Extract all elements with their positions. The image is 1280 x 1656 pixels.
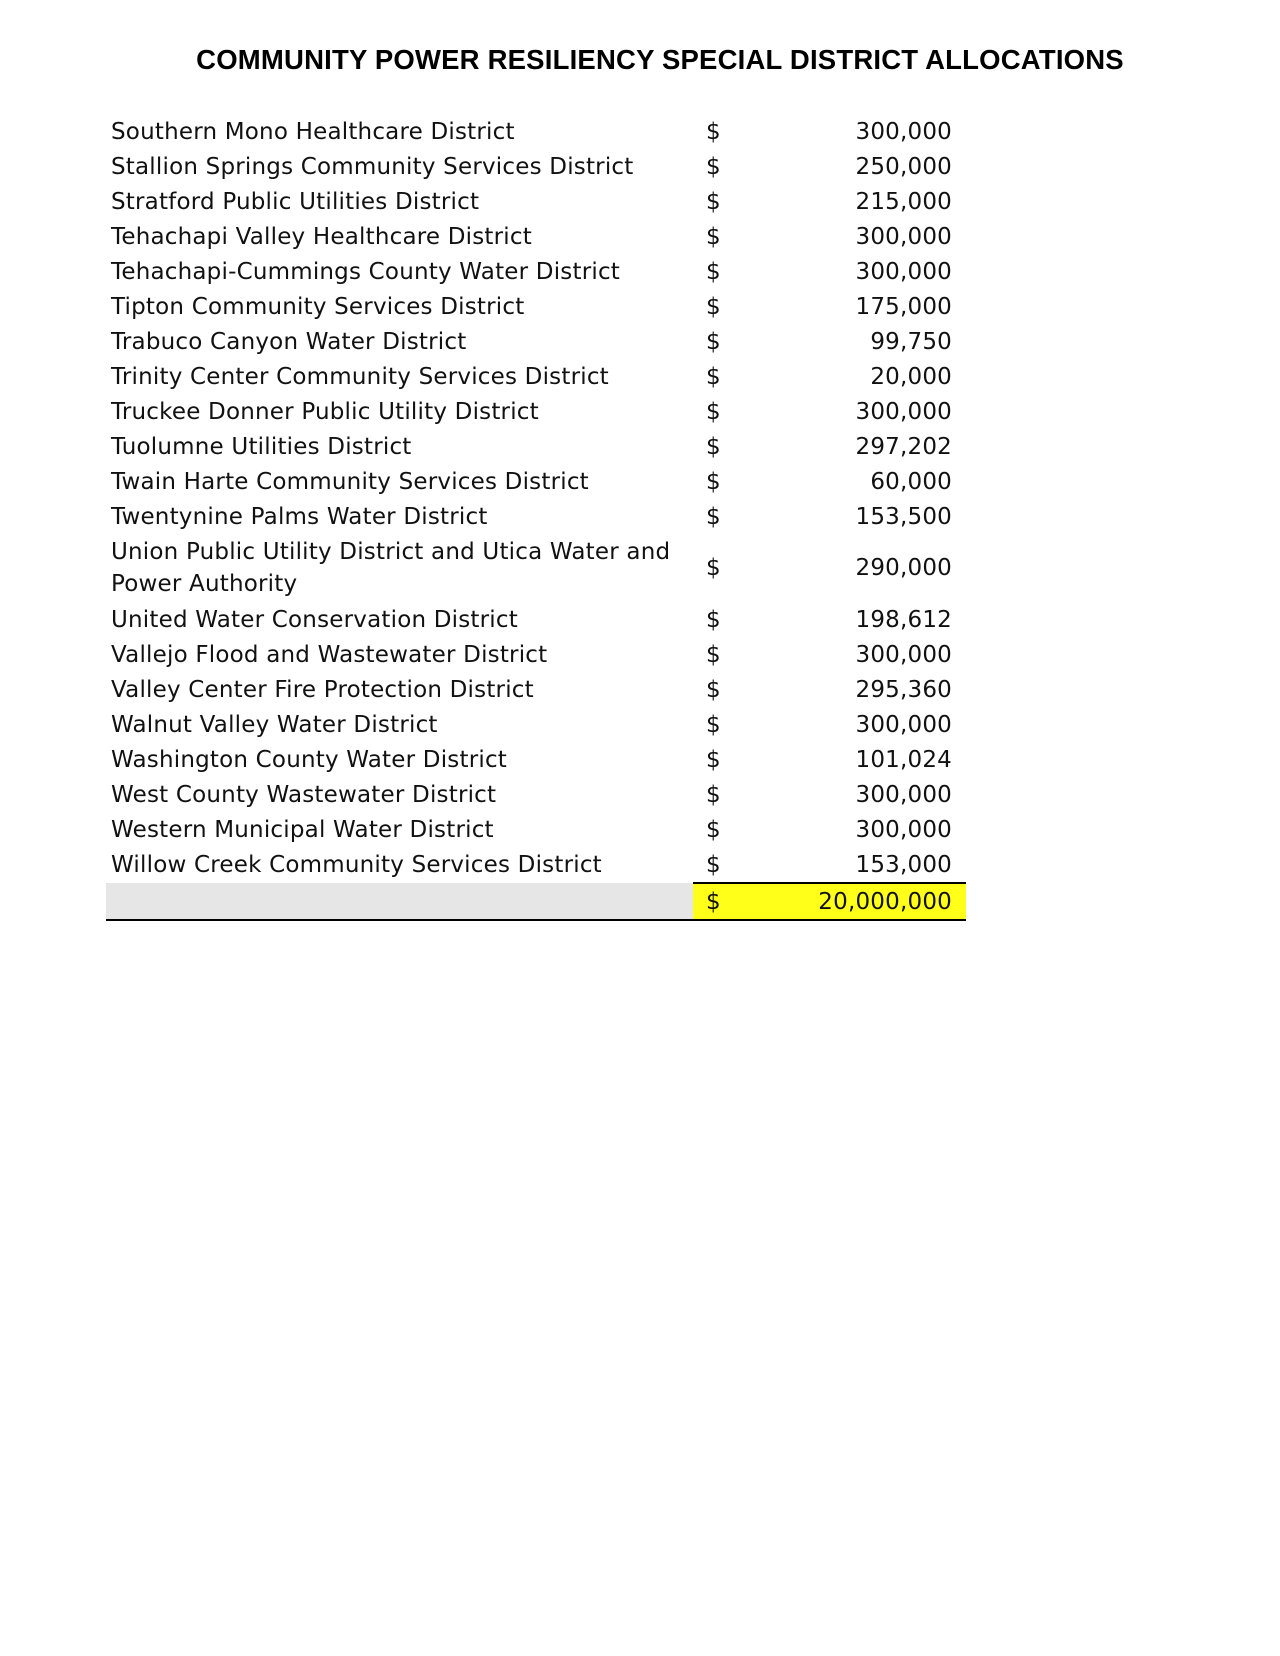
currency-symbol: $ (706, 746, 721, 773)
district-name: Washington County Water District (111, 746, 508, 773)
currency-symbol: $ (706, 641, 721, 668)
currency-symbol: $ (706, 223, 721, 250)
allocation-amount: 101,024 (855, 746, 952, 773)
allocation-amount: 295,360 (855, 676, 952, 703)
district-name: Tehachapi Valley Healthcare District (111, 223, 532, 250)
district-name: United Water Conservation District (111, 606, 518, 633)
currency-symbol: $ (706, 293, 721, 320)
currency-symbol: $ (706, 711, 721, 738)
currency-symbol: $ (706, 188, 721, 215)
currency-symbol: $ (706, 468, 721, 495)
allocation-amount: 153,000 (855, 851, 952, 878)
table-row (106, 324, 966, 359)
table-row (106, 812, 966, 847)
district-name: Trabuco Canyon Water District (111, 328, 467, 355)
currency-symbol: $ (706, 363, 721, 390)
currency-symbol: $ (706, 328, 721, 355)
district-name: Tipton Community Services District (111, 293, 525, 320)
total-label-cell (106, 883, 693, 920)
district-name: Trinity Center Community Services District (111, 363, 609, 390)
currency-symbol: $ (706, 153, 721, 180)
allocation-amount: 300,000 (855, 781, 952, 808)
table-row (106, 637, 966, 672)
table-row (106, 777, 966, 812)
allocation-amount: 300,000 (855, 711, 952, 738)
total-row (106, 883, 966, 920)
allocation-amount: 300,000 (855, 258, 952, 285)
district-name: Twentynine Palms Water District (111, 503, 488, 530)
allocation-amount: 60,000 (870, 468, 952, 495)
table-row (106, 254, 966, 289)
district-name: Stallion Springs Community Services District (111, 153, 634, 180)
currency-symbol: $ (706, 398, 721, 425)
table-row (106, 429, 966, 464)
allocation-amount: 300,000 (855, 398, 952, 425)
table-row (106, 359, 966, 394)
table-row (106, 394, 966, 429)
allocation-amount: 290,000 (855, 555, 952, 581)
currency-symbol: $ (706, 433, 721, 460)
district-name: Twain Harte Community Services District (111, 468, 589, 495)
allocation-amount: 20,000 (870, 363, 952, 390)
table-row (106, 499, 966, 534)
allocation-amount: 300,000 (855, 118, 952, 145)
allocation-amount: 250,000 (855, 153, 952, 180)
district-name: Western Municipal Water District (111, 816, 494, 843)
district-name: Tuolumne Utilities District (111, 433, 412, 460)
allocation-amount: 99,750 (870, 328, 952, 355)
allocation-amount: 198,612 (855, 606, 952, 633)
total-amount: 20,000,000 (733, 883, 966, 920)
table-row (106, 184, 966, 219)
table-row (106, 742, 966, 777)
allocation-amount: 153,500 (855, 503, 952, 530)
table-row (106, 219, 966, 254)
district-name: Union Public Utility District and Utica Water and Power Authority (111, 539, 671, 597)
district-name: West County Wastewater District (111, 781, 497, 808)
table-row (106, 464, 966, 499)
currency-symbol: $ (706, 118, 721, 145)
district-name: Valley Center Fire Protection District (111, 676, 534, 703)
table-row (106, 672, 966, 707)
allocation-amount: 300,000 (855, 641, 952, 668)
table-row (106, 534, 966, 602)
currency-symbol: $ (706, 503, 721, 530)
district-name: Walnut Valley Water District (111, 711, 438, 738)
table-row (106, 707, 966, 742)
page-title: COMMUNITY POWER RESILIENCY SPECIAL DISTRICT ALLOCATIONS (196, 44, 1124, 75)
currency-symbol: $ (706, 555, 721, 581)
allocation-amount: 300,000 (855, 816, 952, 843)
allocation-amount: 215,000 (855, 188, 952, 215)
allocation-amount: 300,000 (855, 223, 952, 250)
district-name: Tehachapi-Cummings County Water District (111, 258, 621, 285)
table-row (106, 114, 966, 149)
currency-symbol: $ (706, 781, 721, 808)
allocation-amount: 175,000 (855, 293, 952, 320)
table-row (106, 289, 966, 324)
district-name: Willow Creek Community Services District (111, 852, 602, 878)
currency-symbol: $ (706, 676, 721, 703)
currency-symbol: $ (706, 851, 721, 878)
currency-symbol: $ (706, 258, 721, 285)
district-name: Stratford Public Utilities District (111, 188, 480, 215)
district-name: Vallejo Flood and Wastewater District (111, 641, 548, 668)
total-currency-symbol: $ (693, 883, 733, 920)
district-name: Truckee Donner Public Utility District (111, 398, 539, 425)
currency-symbol: $ (706, 816, 721, 843)
table-row (106, 602, 966, 637)
allocations-table (106, 114, 966, 921)
allocation-amount: 297,202 (855, 433, 952, 460)
table-row (106, 149, 966, 184)
table-row (106, 847, 966, 883)
district-name: Southern Mono Healthcare District (111, 118, 515, 145)
currency-symbol: $ (706, 606, 721, 633)
